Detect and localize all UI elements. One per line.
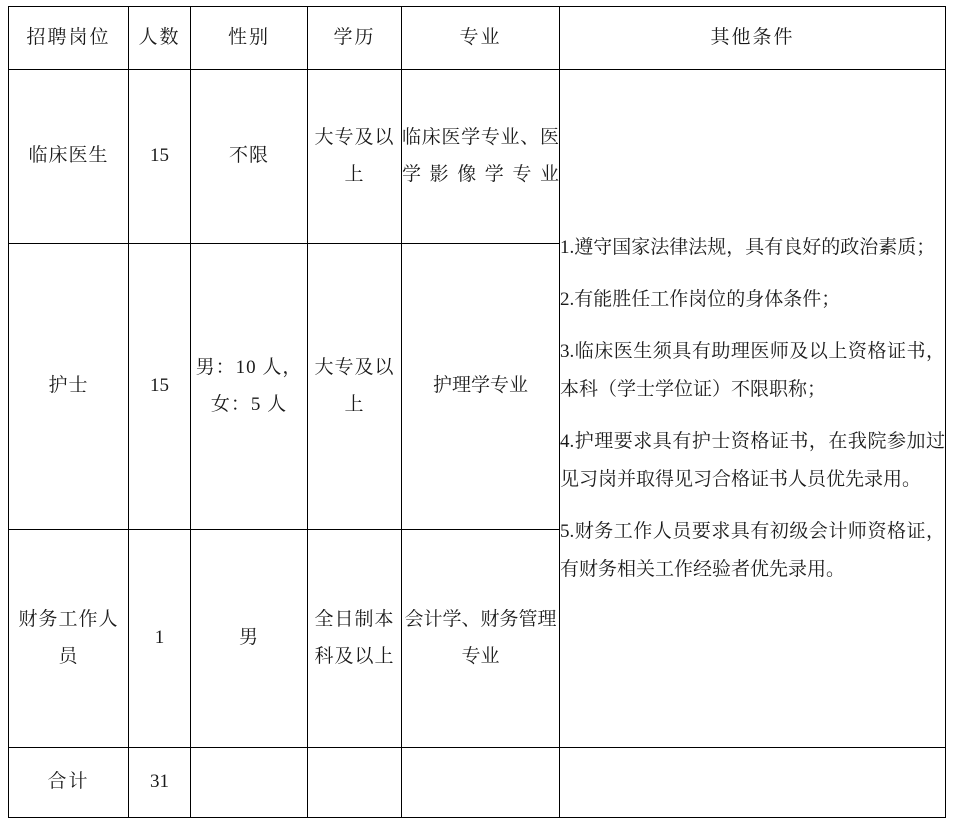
condition-item: 2.有能胜任工作岗位的身体条件； (560, 288, 841, 310)
table-header (9, 7, 946, 70)
cell-major: 会计学、财务管理专业 (402, 530, 560, 748)
cell-post: 护士 (9, 244, 129, 530)
cell-total-education (308, 748, 402, 818)
cell-education: 大专及以上 (308, 244, 402, 530)
table-body (9, 70, 946, 818)
recruitment-table (8, 6, 946, 818)
cell-other-conditions (560, 70, 946, 748)
cell-total-gender (191, 748, 308, 818)
table-total-row (9, 748, 946, 818)
gender-line-male: 男：10 人， (195, 357, 303, 379)
cell-total-label: 合计 (9, 748, 129, 818)
cell-total-major (402, 748, 560, 818)
column-header-post: 招聘岗位 (9, 7, 129, 70)
cell-post: 财务工作人员 (9, 530, 129, 748)
cell-count: 1 (129, 530, 191, 748)
cell-major: 临床医学专业、医学影像学专业 (402, 70, 560, 244)
cell-total-other (560, 748, 946, 818)
cell-gender (191, 244, 308, 530)
column-header-gender: 性别 (191, 7, 308, 70)
cell-total-count: 31 (129, 748, 191, 818)
cell-post: 临床医生 (9, 70, 129, 244)
cell-education: 大专及以上 (308, 70, 402, 244)
condition-item: 5.财务工作人员要求具有初级会计师资格证，有财务相关工作经验者优先录用。 (560, 520, 945, 580)
condition-item: 4.护理要求具有护士资格证书，在我院参加过见习岗并取得见习合格证书人员优先录用。 (560, 430, 945, 490)
cell-count: 15 (129, 244, 191, 530)
table-header-row (9, 7, 946, 70)
table-row (9, 70, 946, 244)
cell-major: 护理学专业 (402, 244, 560, 530)
cell-education: 全日制本科及以上 (308, 530, 402, 748)
column-header-education: 学历 (308, 7, 402, 70)
condition-item: 3.临床医生须具有助理医师及以上资格证书，本科（学士学位证）不限职称； (560, 340, 945, 400)
cell-count: 15 (129, 70, 191, 244)
column-header-count: 人数 (129, 7, 191, 70)
column-header-major: 专业 (402, 7, 560, 70)
column-header-other-conditions: 其他条件 (560, 7, 946, 70)
cell-gender: 男 (191, 530, 308, 748)
condition-item: 1.遵守国家法律法规，具有良好的政治素质； (560, 236, 936, 258)
cell-gender: 不限 (191, 70, 308, 244)
gender-line-female: 女：5 人 (210, 393, 288, 415)
